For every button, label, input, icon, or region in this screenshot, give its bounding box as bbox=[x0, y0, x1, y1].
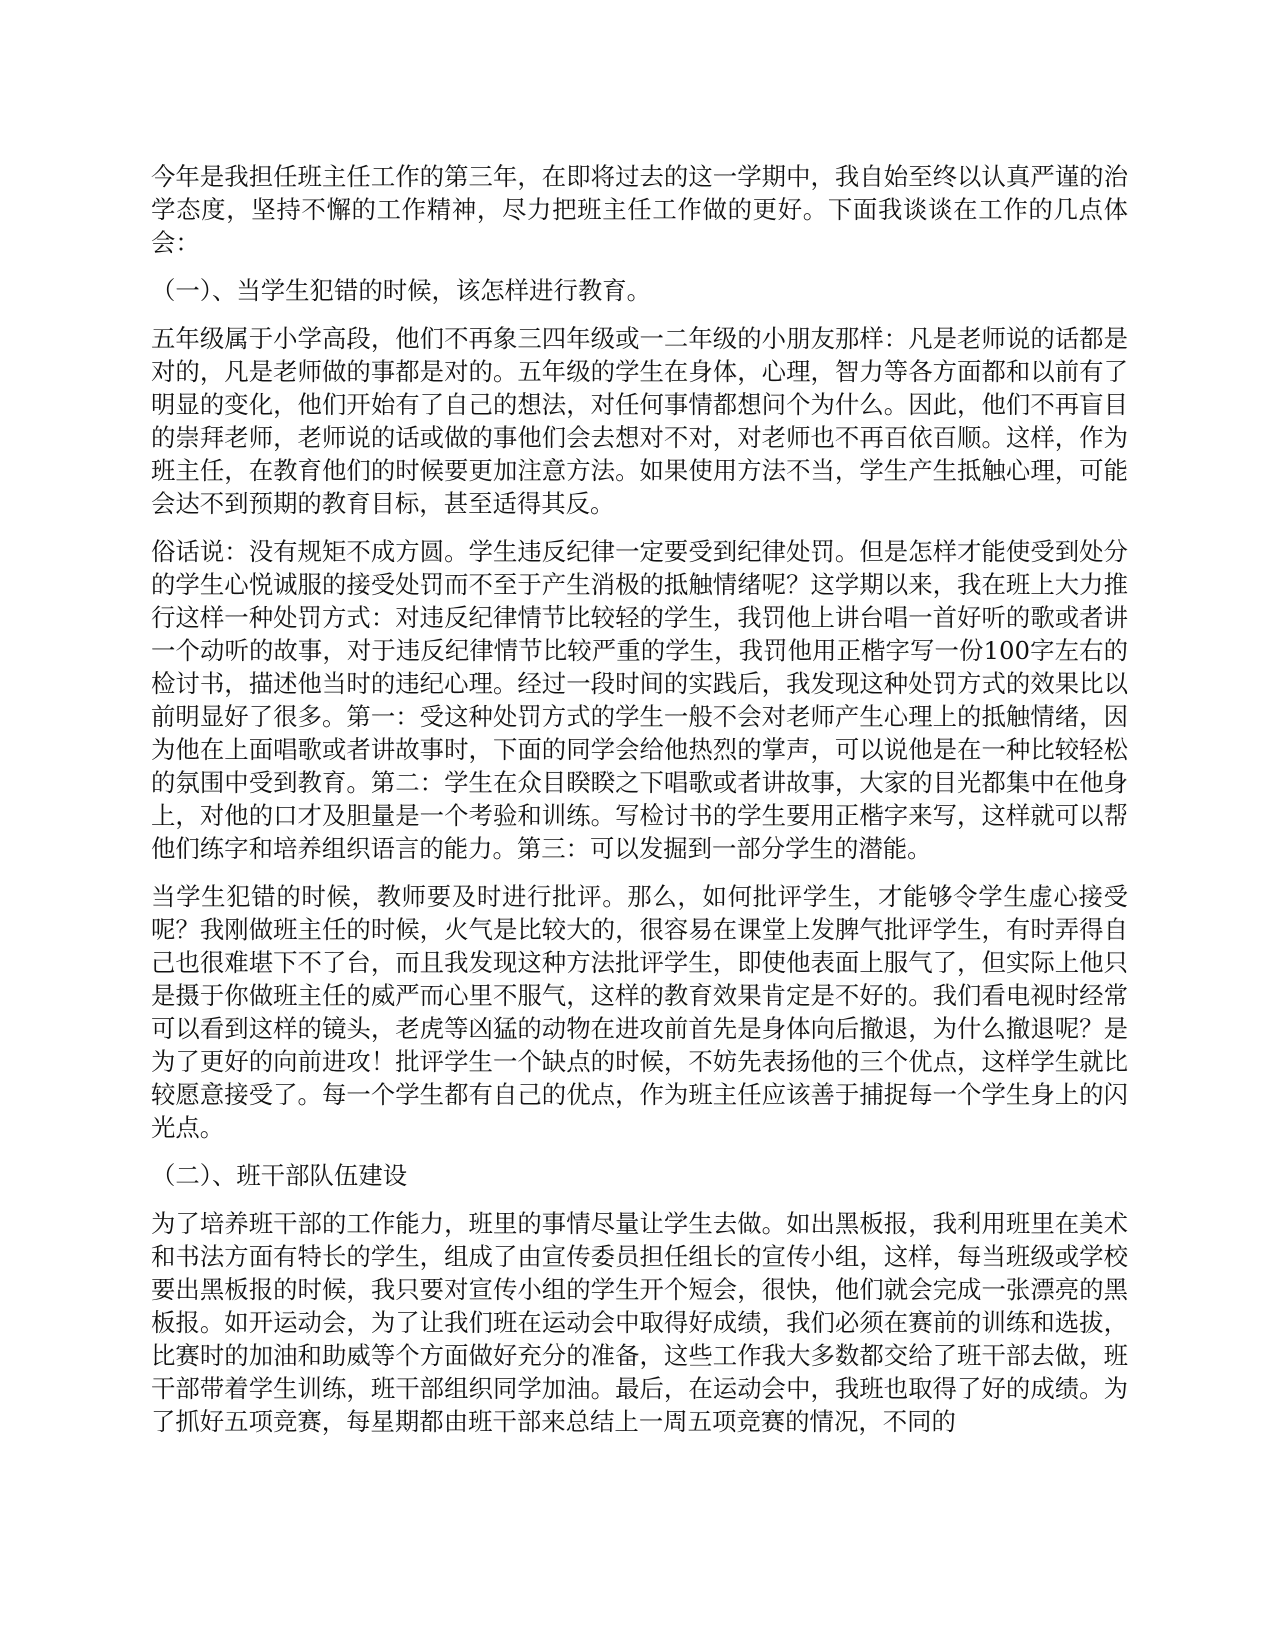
section-1-heading: （一）、当学生犯错的时候，该怎样进行教育。 bbox=[151, 276, 652, 305]
document-body bbox=[151, 160, 1128, 1453]
section-2-paragraph-1: 为了培养班干部的工作能力，班里的事情尽量让学生去做。如出黑板报，我利用班里在美术和书法方面有特长的学生，组成了由宣传委员担任组长的宣传小组，这样，每当班级或学校要出黑板报的时候，我只要对宣传小组的学生开个短会，很快，他们就会完成一张漂亮的黑板报。如开运动会，为了让我们班在运动会中取得好成绩，我们必须在赛前的训练和选拔，比赛时的加油和助威等个方面做好充分的准备，这些工作我大多数都交给了班干部去做，班干部带着学生训练，班干部组织同学加油。最后，在运动会中，我班也取得了好的成绩。为了抓好五项竞赛，每星期都由班干部来总结上一周五项竞赛的情况，不同的 bbox=[151, 1209, 1128, 1436]
section-2-heading: （二）、班干部队伍建设 bbox=[151, 1161, 408, 1190]
section-1-paragraph-3: 当学生犯错的时候，教师要及时进行批评。那么，如何批评学生，才能够令学生虚心接受呢？我刚做班主任的时候，火气是比较大的，很容易在课堂上发脾气批评学生，有时弄得自己也很难堪下不了台，而且我发现这种方法批评学生，即使他表面上服气了，但实际上他只是摄于你做班主任的威严而心里不服气，这样的教育效果肯定是不好的。我们看电视时经常可以看到这样的镜头，老虎等凶猛的动物在进攻前首先是身体向后撤退，为什么撤退呢？是为了更好的向前进攻！批评学生一个缺点的时候，不妨先表扬他的三个优点，这样学生就比较愿意接受了。每一个学生都有自己的优点，作为班主任应该善于捕捉每一个学生身上的闪光点。 bbox=[151, 882, 1128, 1142]
section-1-paragraph-1: 五年级属于小学高段，他们不再象三四年级或一二年级的小朋友那样：凡是老师说的话都是对的，凡是老师做的事都是对的。五年级的学生在身体，心理，智力等各方面都和以前有了明显的变化，他们开始有了自己的想法，对任何事情都想问个为什么。因此，他们不再盲目的崇拜老师，老师说的话或做的事他们会去想对不对，对老师也不再百依百顺。这样，作为班主任，在教育他们的时候要更加注意方法。如果使用方法不当，学生产生抵触心理，可能会达不到预期的教育目标，甚至适得其反。 bbox=[151, 324, 1128, 518]
intro-paragraph: 今年是我担任班主任工作的第三年，在即将过去的这一学期中，我自始至终以认真严谨的治学态度，坚持不懈的工作精神，尽力把班主任工作做的更好。下面我谈谈在工作的几点体会： bbox=[151, 162, 1128, 257]
section-1-paragraph-2: 俗话说：没有规矩不成方圆。学生违反纪律一定要受到纪律处罚。但是怎样才能使受到处分的学生心悦诚服的接受处罚而不至于产生消极的抵触情绪呢？这学期以来，我在班上大力推行这样一种处罚方式：对违反纪律情节比较轻的学生，我罚他上讲台唱一首好听的歌或者讲一个动听的故事，对于违反纪律情节比较严重的学生，我罚他用正楷字写一份100字左右的检讨书，描述他当时的违纪心理。经过一段时间的实践后，我发现这种处罚方式的效果比以前明显好了很多。第一：受这种处罚方式的学生一般不会对老师产生心理上的抵触情绪，因为他在上面唱歌或者讲故事时，下面的同学会给他热烈的掌声，可以说他是在一种比较轻松的氛围中受到教育。第二：学生在众目睽睽之下唱歌或者讲故事，大家的目光都集中在他身上，对他的口才及胆量是一个考验和训练。写检讨书的学生要用正楷字来写，这样就可以帮他们练字和培养组织语言的能力。第三：可以发掘到一部分学生的潜能。 bbox=[151, 537, 1128, 863]
